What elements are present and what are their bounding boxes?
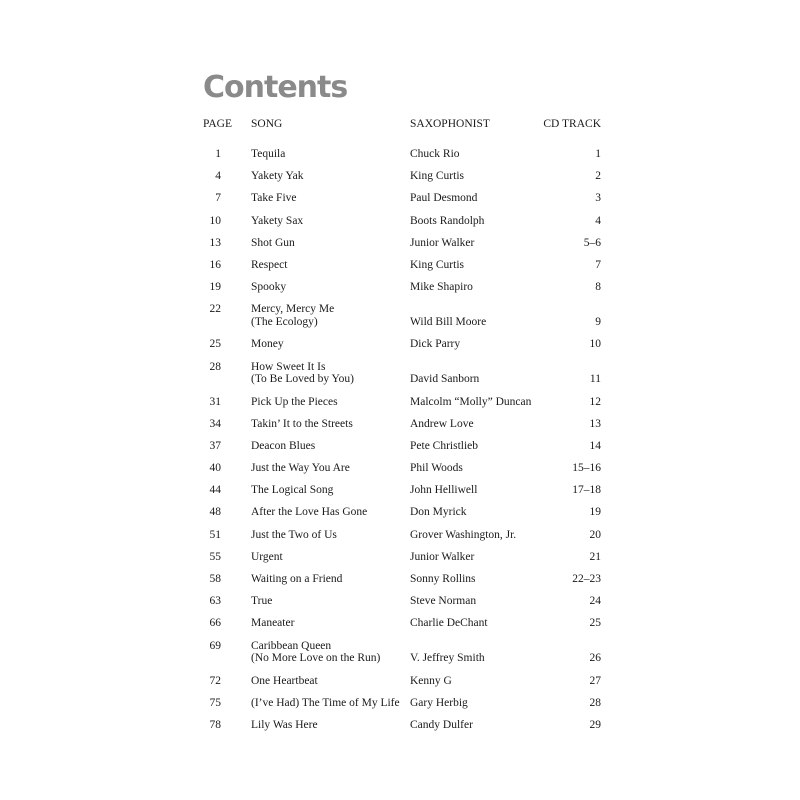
saxophonist: Sonny Rollins [410,573,476,585]
table-header [203,118,601,140]
saxophonist: Wild Bill Moore [410,316,487,329]
header-cd-track: CD TRACK [543,118,601,130]
table-row [203,640,601,675]
page-number: 75 [209,696,221,709]
song-title [251,675,318,688]
song-title [251,462,350,475]
song-title-line: True [251,595,273,608]
song-title [251,573,342,586]
song-title [251,237,295,250]
page-number: 63 [209,595,221,608]
saxophonist: King Curtis [410,170,464,183]
table-row [203,675,601,697]
table-row [203,259,601,281]
song-title-line: (To Be Loved by You) [251,373,355,386]
header-saxophonist: SAXOPHONIST [410,118,490,130]
saxophonist: Pete Christlieb [410,439,479,452]
cd-track: 28 [589,696,601,709]
song-title [251,361,354,387]
page-number: 19 [209,281,221,294]
song-title-line: Pick Up the Pieces [251,395,338,408]
song-title [251,418,353,431]
cd-track: 22–23 [572,573,601,585]
table-row [203,617,601,639]
song-title [251,259,287,272]
song-title-line: Urgent [251,550,283,563]
table-row [203,148,601,170]
cd-track: 19 [589,506,601,519]
cd-track: 12 [589,395,601,408]
table-row [203,719,601,741]
song-title [251,338,284,351]
song-title-line: Shot Gun [251,236,295,249]
cd-track: 21 [589,550,601,563]
song-title [251,148,285,161]
saxophonist: Kenny G [410,674,452,687]
song-title-line: Caribbean Queen [251,639,332,652]
table-row [203,573,601,595]
song-title-line: Yakety Sax [251,214,304,227]
table-row [203,338,601,360]
saxophonist: Charlie DeChant [410,617,488,630]
cd-track: 7 [595,258,601,271]
table-row [203,237,601,259]
cd-track: 8 [595,281,601,294]
table-row [203,192,601,214]
contents-table [203,118,601,741]
cd-track: 25 [589,617,601,630]
saxophonist: Candy Dulfer [410,718,473,731]
cd-track: 24 [589,595,601,608]
page-number: 1 [215,148,221,160]
page-number: 72 [209,674,221,687]
page-number: 25 [209,338,221,351]
saxophonist: David Sanborn [410,373,480,386]
saxophonist: Junior Walker [410,236,475,249]
song-title-line: Spooky [251,281,287,294]
song-title-line: Maneater [251,617,295,630]
table-row [203,170,601,192]
saxophonist: Grover Washington, Jr. [410,528,517,541]
cd-track: 4 [595,214,601,227]
page-title: Contents [203,70,348,105]
song-title [251,303,334,329]
saxophonist: V. Jeffrey Smith [410,652,485,665]
song-title [251,719,318,732]
table-row [203,281,601,303]
page-number: 16 [209,258,221,271]
song-title [251,281,286,294]
cd-track: 20 [589,528,601,541]
saxophonist: Junior Walker [410,550,475,563]
cd-track: 5–6 [583,236,601,249]
song-title [251,170,304,183]
song-title-line: (The Ecology) [251,316,318,329]
song-title-line: After the Love Has Gone [251,506,368,519]
page-number: 51 [209,528,221,541]
page-number: 44 [209,484,221,497]
header-song: SONG [251,118,283,130]
page-number: 66 [209,617,221,630]
page-number: 31 [209,395,221,408]
saxophonist: Phil Woods [410,462,463,475]
song-title [251,192,297,205]
table-row [203,484,601,506]
saxophonist: Malcolm “Molly” Duncan [410,395,532,408]
song-title-line: Takin’ It to the Streets [251,417,353,430]
song-title-line: Deacon Blues [251,439,316,452]
table-row [203,462,601,484]
page-number: 78 [209,718,221,731]
song-title-line: One Heartbeat [251,674,318,687]
table-row [203,440,601,462]
song-title-line: Yakety Yak [251,170,304,183]
cd-track: 29 [589,718,601,731]
page-number: 10 [209,214,221,227]
saxophonist: King Curtis [410,258,464,271]
saxophonist: Steve Norman [410,595,477,608]
song-title-line: Waiting on a Friend [251,573,343,585]
song-title [251,506,367,519]
saxophonist: Andrew Love [410,417,474,430]
page-number: 69 [209,639,221,652]
cd-track: 2 [595,170,601,183]
saxophonist: Gary Herbig [410,696,468,709]
page-number: 7 [215,192,221,205]
table-row [203,506,601,528]
cd-track: 26 [589,652,601,665]
saxophonist: Paul Desmond [410,192,478,205]
song-title [251,595,272,608]
header-page: PAGE [203,118,232,130]
page-number: 22 [209,303,221,316]
page-number: 34 [209,417,221,430]
song-title-line: How Sweet It Is [251,360,326,373]
song-title-line: Lily Was Here [251,718,318,731]
table-row [203,529,601,551]
table-row [203,595,601,617]
song-title [251,440,315,453]
song-title-line: Mercy, Mercy Me [251,303,335,316]
song-title-line: Money [251,338,284,351]
page-number: 13 [209,236,221,249]
song-title-line: Take Five [251,192,297,205]
song-title-line: Respect [251,258,288,271]
song-title [251,697,400,710]
song-title [251,617,294,630]
saxophonist: Chuck Rio [410,148,460,160]
table-row [203,396,601,418]
page-number: 4 [215,170,221,183]
song-title-line: (No More Love on the Run) [251,652,381,665]
page-number: 55 [209,550,221,563]
table-row [203,361,601,396]
table-row [203,697,601,719]
cd-track: 13 [589,417,601,430]
cd-track: 9 [595,316,601,329]
page-number: 37 [209,439,221,452]
song-title [251,640,380,666]
song-title [251,529,337,542]
page-number: 48 [209,506,221,519]
song-title [251,484,333,497]
cd-track: 17–18 [572,484,601,497]
page-number: 28 [209,360,221,373]
saxophonist: John Helliwell [410,484,478,497]
page-number: 40 [209,462,221,475]
song-title-line: Just the Two of Us [251,528,337,541]
cd-track: 27 [589,674,601,687]
saxophonist: Dick Parry [410,338,461,351]
cd-track: 3 [595,192,601,205]
table-row [203,551,601,573]
song-title-line: (I’ve Had) The Time of My Life [251,696,400,709]
cd-track: 10 [589,338,601,351]
cd-track: 11 [589,373,601,386]
saxophonist: Mike Shapiro [410,281,473,294]
song-title-line: The Logical Song [251,484,334,497]
saxophonist: Boots Randolph [410,214,485,227]
song-title [251,396,338,409]
song-title [251,215,303,228]
song-title-line: Just the Way You Are [251,462,350,475]
song-title [251,551,283,564]
saxophonist: Don Myrick [410,506,467,519]
cd-track: 15–16 [572,462,601,475]
cd-track: 14 [589,439,601,452]
cd-track: 1 [595,148,601,160]
page-number: 58 [209,573,221,585]
table-row [203,215,601,237]
song-title-line: Tequila [251,148,286,160]
table-row [203,418,601,440]
table-row [203,303,601,338]
table-body [203,140,601,741]
